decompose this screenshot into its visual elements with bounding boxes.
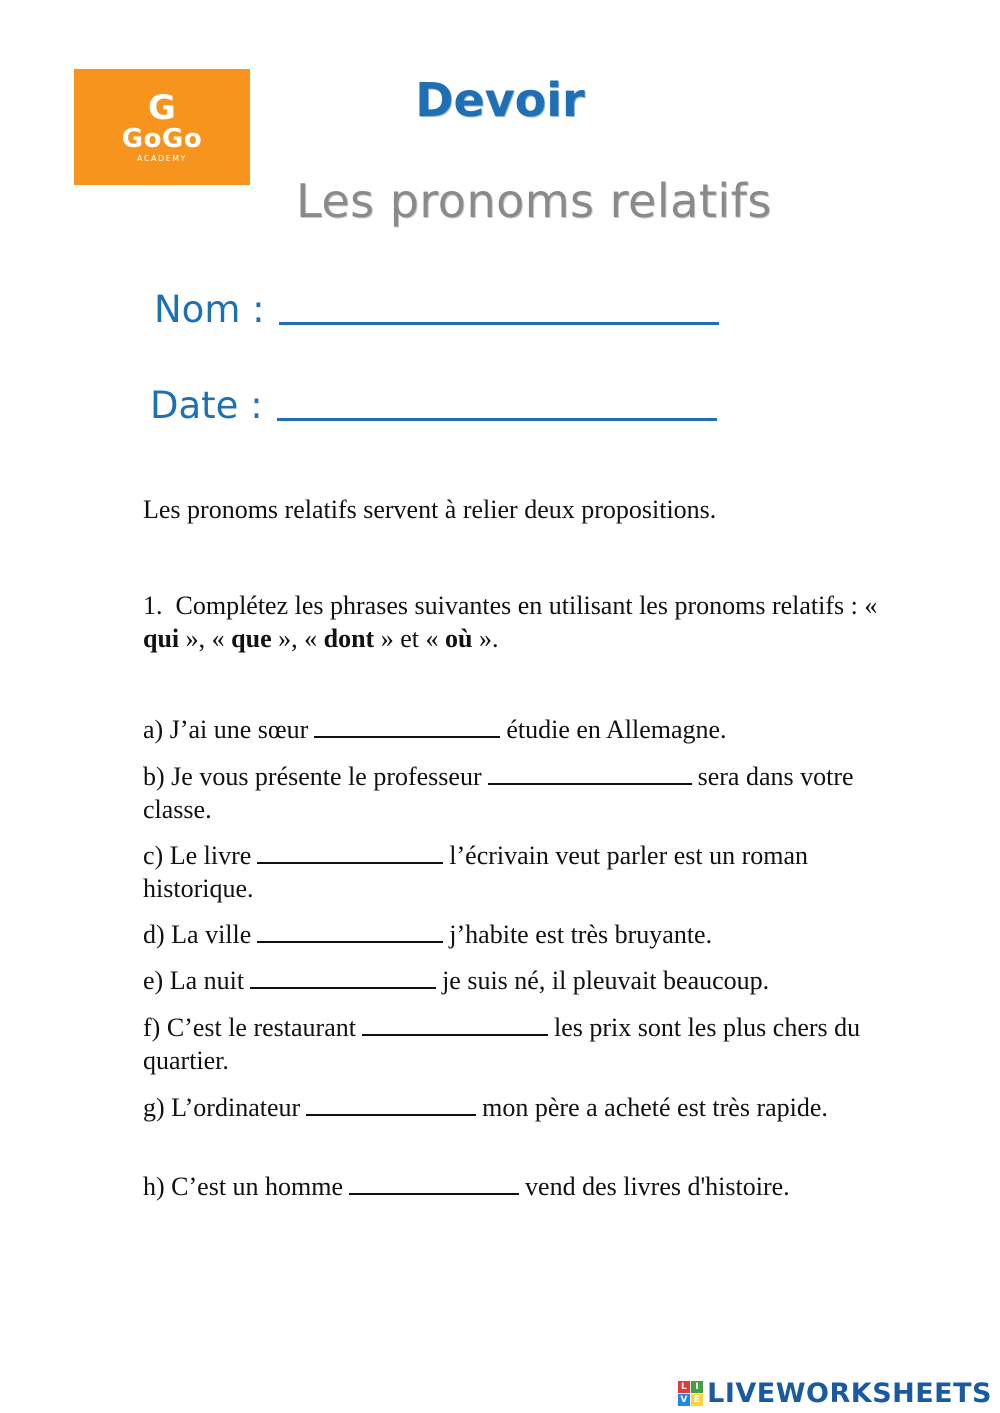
gogo-academy-logo (74, 69, 250, 185)
page-subtitle: Les pronoms relatifs (296, 174, 772, 228)
answer-blank[interactable] (257, 941, 443, 943)
question-a (143, 713, 873, 746)
question-text: l’écrivain veut parler est un roman historique. (143, 841, 809, 903)
question-text: c) Le livre (143, 841, 252, 870)
question-text: h) C’est un homme (143, 1172, 344, 1201)
liveworksheets-logo-icon (678, 1381, 703, 1406)
liveworksheets-footer (678, 1378, 992, 1409)
badge-letter: L (678, 1381, 690, 1393)
question-b (143, 760, 873, 826)
answer-blank[interactable] (314, 736, 500, 738)
badge-letter: I (691, 1381, 703, 1393)
question-text: sera dans votre classe. (143, 762, 854, 824)
question-text: j’habite est très bruyante. (449, 920, 713, 949)
logo-name: GoGo (121, 124, 203, 154)
question-text: b) Je vous présente le professeur (143, 762, 482, 791)
question-e (143, 964, 873, 997)
name-line[interactable] (279, 322, 719, 325)
intro-text: Les pronoms relatifs servent à relier deux propositions. (143, 495, 717, 524)
instruction-sep: », « (179, 624, 232, 653)
name-label: Nom : (154, 288, 265, 331)
question-text: g) L’ordinateur (143, 1093, 301, 1122)
answer-blank[interactable] (488, 783, 692, 785)
instruction-text: Complétez les phrases suivantes en utilisant les pronoms relatifs : « (175, 591, 878, 620)
question-text: je suis né, il pleuvait beaucoup. (442, 966, 770, 995)
page-title: Devoir (415, 73, 585, 127)
logo-mark: G (148, 88, 176, 128)
pronoun-que: que (231, 624, 272, 653)
exercise-number: 1. (143, 591, 163, 620)
question-text: mon père a acheté est très rapide. (482, 1093, 828, 1122)
question-text: d) La ville (143, 920, 252, 949)
question-text: f) C’est le restaurant (143, 1013, 356, 1042)
answer-blank[interactable] (362, 1034, 548, 1036)
answer-blank[interactable] (349, 1193, 519, 1195)
question-text: étudie en Allemagne. (506, 715, 727, 744)
liveworksheets-brand: LIVEWORKSHEETS (707, 1378, 992, 1409)
badge-letter: V (678, 1394, 690, 1406)
badge-letter: E (691, 1394, 703, 1406)
question-text: a) J’ai une sœur (143, 715, 309, 744)
instruction-sep: », « (271, 624, 324, 653)
question-h (143, 1170, 873, 1203)
question-g (143, 1091, 873, 1124)
question-d (143, 918, 873, 951)
answer-blank[interactable] (250, 987, 436, 989)
exercise-instruction (143, 589, 883, 655)
answer-blank[interactable] (306, 1114, 476, 1116)
date-line[interactable] (277, 418, 717, 421)
name-field[interactable] (154, 288, 719, 331)
answer-blank[interactable] (257, 862, 443, 864)
instruction-sep: ». (472, 624, 499, 653)
date-label: Date : (150, 384, 263, 427)
logo-subtitle: ACADEMY (137, 154, 187, 163)
question-text: vend des livres d'histoire. (525, 1172, 790, 1201)
question-c (143, 839, 873, 905)
pronoun-qui: qui (143, 624, 180, 653)
question-text: e) La nuit (143, 966, 245, 995)
instruction-sep: » et « (374, 624, 445, 653)
question-f (143, 1011, 873, 1077)
date-field[interactable] (150, 384, 717, 427)
question-text: les prix sont les plus chers du quartier. (143, 1013, 861, 1075)
pronoun-ou: où (444, 624, 473, 653)
pronoun-dont: dont (323, 624, 375, 653)
